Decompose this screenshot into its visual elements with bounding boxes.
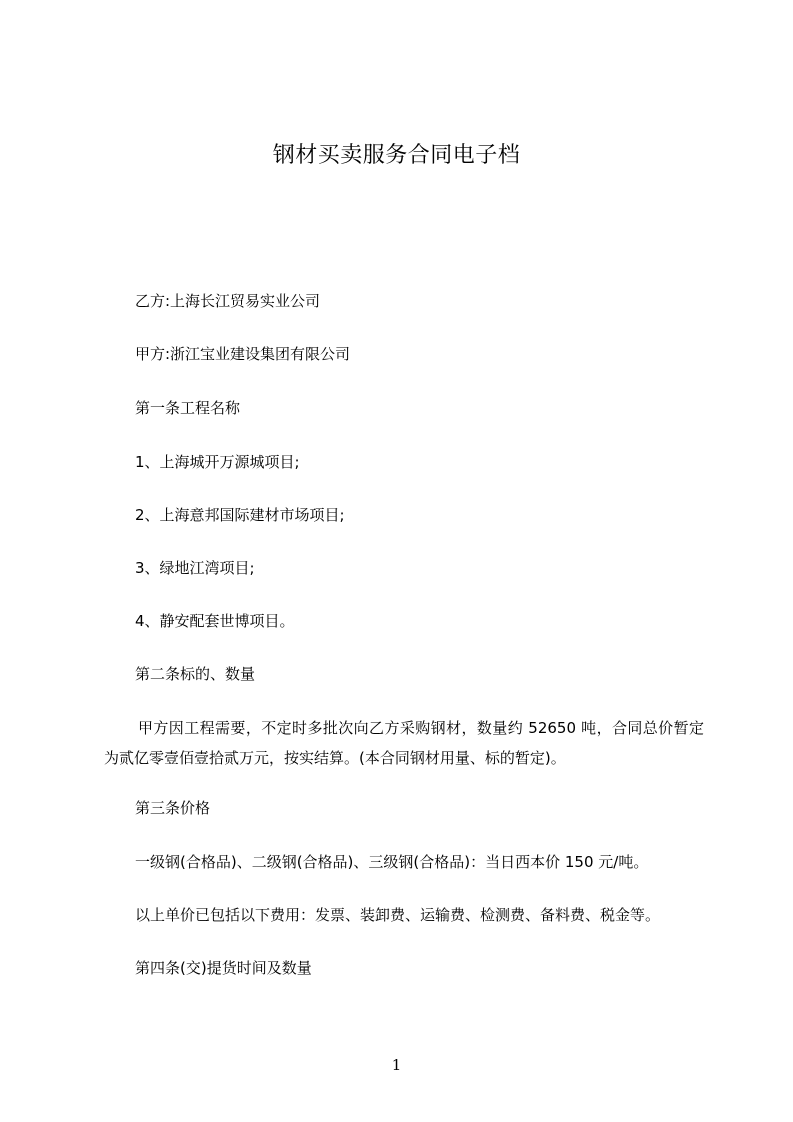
project-item: 2、上海意邦国际建材市场项目; — [135, 506, 345, 524]
document-title: 钢材买卖服务合同电子档 — [272, 143, 521, 168]
article-3-heading: 第三条价格 — [135, 799, 211, 817]
article-2-heading: 第二条标的、数量 — [135, 665, 256, 683]
party-b-line: 乙方:上海长江贸易实业公司 — [135, 292, 321, 310]
article-2-body: 甲方因工程需要，不定时多批次向乙方采购钢材，数量约 52650 吨，合同总价暂定为贰亿零壹佰壹拾贰万元，按实结算。(本合同钢材用量、标的暂定)。 — [104, 719, 704, 767]
project-item: 4、静安配套世博项目。 — [135, 612, 295, 630]
project-item: 3、绿地江湾项目; — [135, 559, 255, 577]
price-line: 一级钢(合格品)、二级钢(合格品)、三级钢(合格品)：当日西本价 150 元/吨。 — [135, 853, 649, 871]
fees-line: 以上单价已包括以下费用：发票、装卸费、运输费、检测费、备料费、税金等。 — [135, 906, 661, 924]
article-4-heading: 第四条(交)提货时间及数量 — [135, 959, 312, 977]
article-1-heading: 第一条工程名称 — [135, 399, 241, 417]
party-a-line: 甲方:浙江宝业建设集团有限公司 — [135, 345, 351, 363]
project-item: 1、上海城开万源城项目; — [135, 453, 300, 471]
page-number: 1 — [391, 1056, 402, 1074]
